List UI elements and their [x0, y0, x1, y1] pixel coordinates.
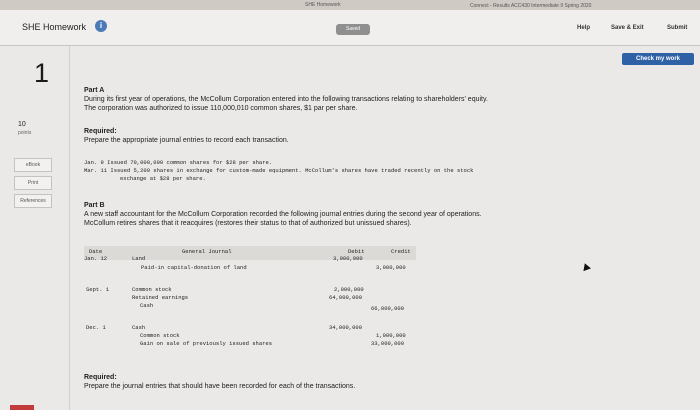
journal-debit: 64,000,000	[329, 294, 363, 301]
journal-account: Retained earnings	[132, 294, 189, 301]
transaction-2: Mar. 11 Issued 5,200 shares in exchange for custom-made equipment. McCollum's shares have traded recently on the stock	[84, 167, 474, 174]
journal-col-credit: Credit	[391, 248, 411, 255]
save-exit-button[interactable]: Save & Exit	[611, 25, 644, 31]
journal-account: Paid-in capital-donation of land	[141, 264, 247, 271]
journal-col-date: Date	[89, 248, 103, 255]
journal-col-general-journal: General Journal	[182, 248, 232, 255]
part-b-text-1: A new staff accountant for the McCollum Corporation recorded the following journal entries during the second year of operations.	[84, 211, 482, 218]
submit-button[interactable]: Submit	[667, 25, 688, 31]
transaction-1: Jan. 9 Issued 70,000,000 common shares for $28 per share.	[84, 159, 273, 166]
journal-account: Common stock	[132, 286, 172, 293]
mouse-cursor-icon	[581, 262, 591, 271]
browser-strip	[0, 0, 700, 10]
journal-debit: 34,000,000	[329, 324, 363, 331]
journal-col-debit: Debit	[348, 248, 365, 255]
points-label: points	[18, 130, 32, 136]
journal-date: Sept. 1	[86, 286, 110, 293]
part-b-heading: Part B	[84, 202, 105, 209]
check-my-work-button[interactable]: Check my work	[622, 53, 694, 65]
part-a-heading: Part A	[84, 87, 105, 94]
browser-tab-title[interactable]: SHE Homework	[305, 2, 341, 8]
browser-breadcrumb[interactable]: Connect - Results ACC430 Intermediate II Spring 2020	[470, 3, 592, 9]
journal-debit: 2,000,000	[334, 286, 364, 293]
question-sidebar	[0, 46, 70, 410]
points-value: 10	[18, 121, 26, 128]
assignment-title: SHE Homework	[22, 22, 87, 32]
journal-account: Cash	[132, 324, 146, 331]
transaction-2-cont: exchange at $28 per share.	[120, 175, 206, 182]
journal-credit: 33,000,000	[371, 340, 405, 347]
journal-account: Gain on sale of previously issued shares	[140, 340, 273, 347]
part-a-text-2: The corporation was authorized to issue 110,000,010 common shares, $1 par per share.	[84, 105, 358, 112]
assignment-header	[0, 10, 700, 46]
question-area	[0, 46, 700, 410]
references-button[interactable]: References	[14, 194, 52, 208]
journal-debit: 3,000,000	[333, 255, 363, 262]
question-number: 1	[34, 58, 50, 88]
part-a-text-1: During its first year of operations, the McCollum Corporation entered into the following transactions relating to shareholders' equity.	[84, 96, 488, 103]
saved-badge: Saved	[336, 24, 370, 35]
ebook-button[interactable]: eBook	[14, 158, 52, 172]
journal-credit: 1,000,000	[376, 332, 406, 339]
part-b-text-2: McCollum retires shares that it reacquires (restores their status to that of authorized but unissued shares).	[84, 220, 412, 227]
progress-marker	[10, 405, 34, 410]
journal-credit: 66,000,000	[371, 305, 405, 312]
part-a-required-text: Prepare the appropriate journal entries to record each transaction.	[84, 137, 289, 144]
journal-account: Land	[132, 255, 146, 262]
journal-credit: 3,000,000	[376, 264, 406, 271]
part-a-required-label: Required:	[84, 128, 117, 135]
print-button[interactable]: Print	[14, 176, 52, 190]
journal-account: Cash	[140, 302, 154, 309]
journal-date: Jan. 12	[84, 255, 108, 262]
part-b-required-label: Required:	[84, 374, 117, 381]
journal-date: Dec. 1	[86, 324, 106, 331]
journal-account: Common stock	[140, 332, 180, 339]
help-button[interactable]: Help	[577, 25, 591, 31]
info-icon[interactable]: i	[95, 20, 107, 32]
part-b-required-text: Prepare the journal entries that should have been recorded for each of the transactions.	[84, 383, 356, 390]
